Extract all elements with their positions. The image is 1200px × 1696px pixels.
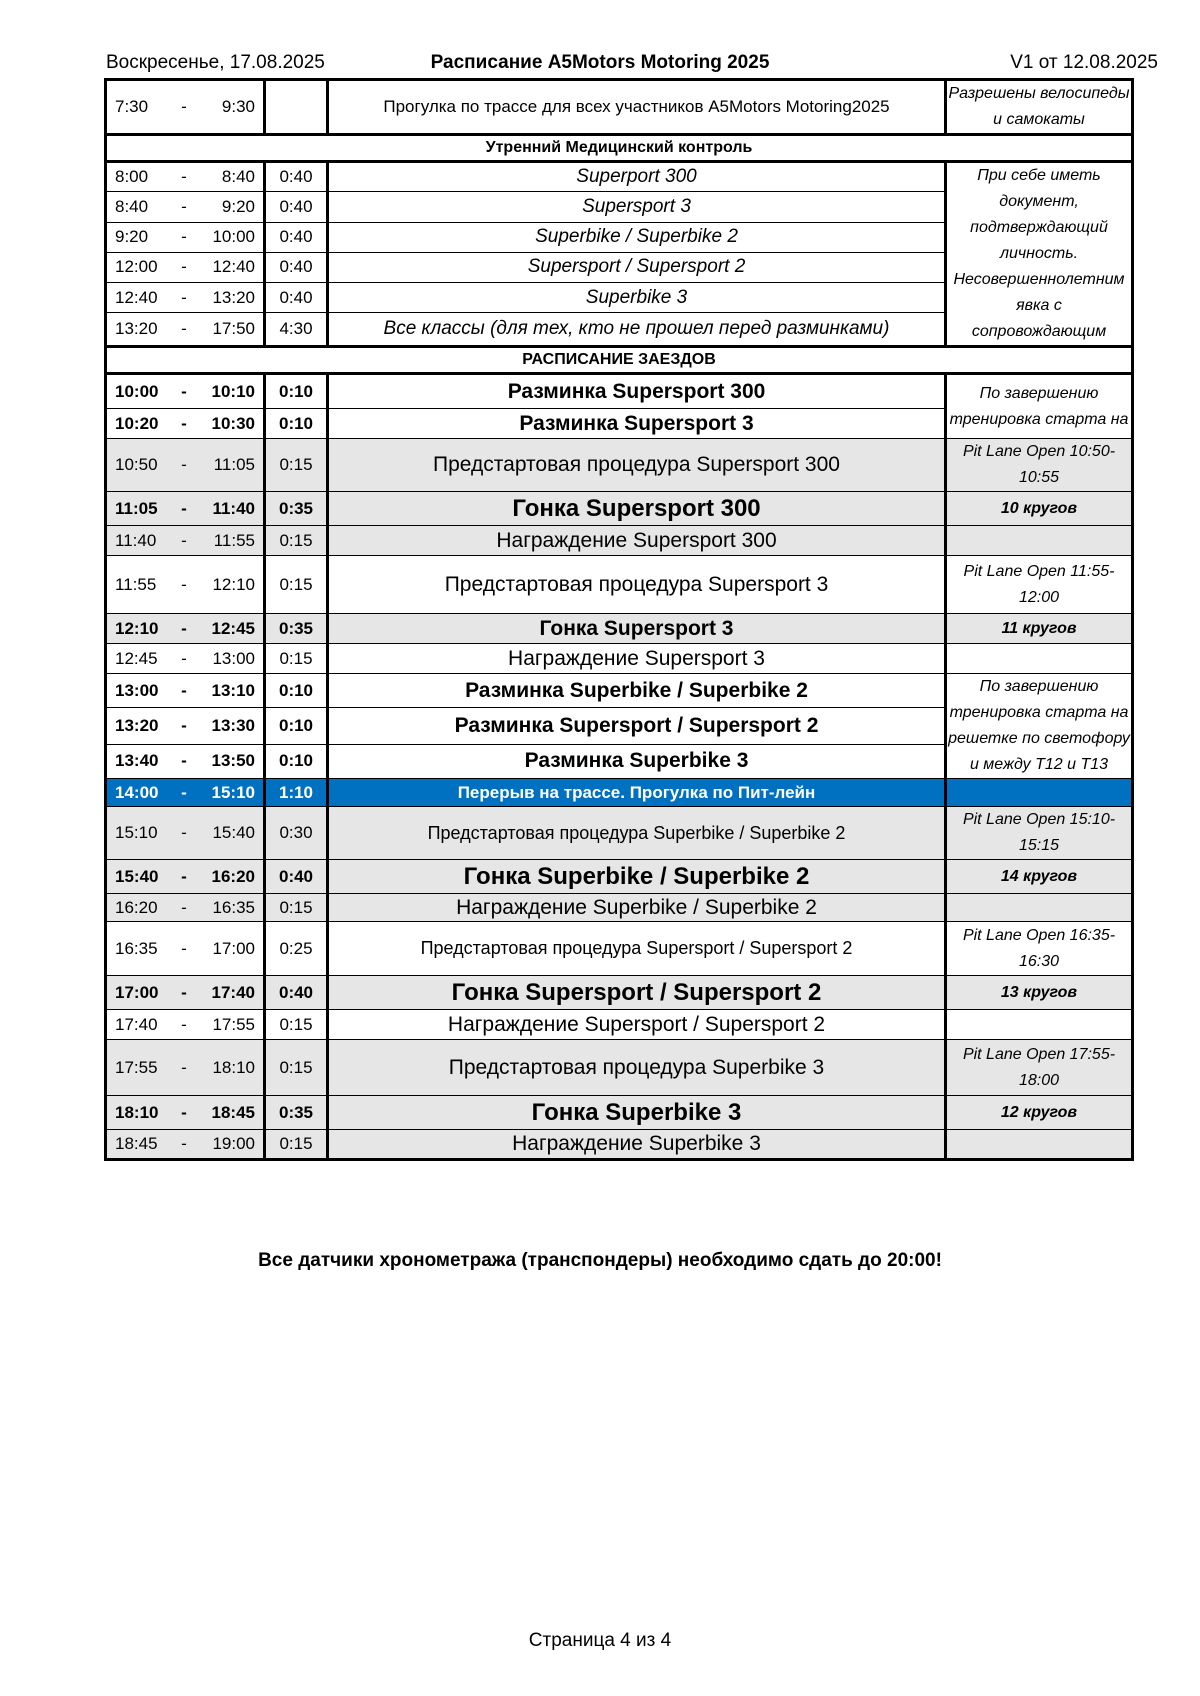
time-dash: -	[175, 222, 193, 252]
start-time: 12:45	[106, 644, 176, 674]
duration: 0:40	[265, 222, 328, 252]
duration: 1:10	[265, 779, 328, 807]
time-dash: -	[175, 614, 193, 644]
start-time: 9:20	[106, 222, 176, 252]
end-time: 10:10	[193, 374, 265, 409]
start-time: 17:00	[106, 976, 176, 1010]
event-name: Награждение Superbike 3	[328, 1130, 946, 1160]
start-time: 11:40	[106, 526, 176, 556]
duration: 0:15	[265, 1040, 328, 1096]
duration: 0:25	[265, 922, 328, 976]
start-time: 8:00	[106, 162, 176, 192]
event-name: Гонка Superbike / Superbike 2	[328, 860, 946, 894]
start-time: 12:10	[106, 614, 176, 644]
start-time: 10:20	[106, 409, 176, 439]
event-name: Гонка Supersport 300	[328, 492, 946, 526]
end-time: 13:30	[193, 708, 265, 745]
schedule-row	[106, 374, 1133, 409]
event-name: Прогулка по трассе для всех участников A5Motors Motoring2025	[328, 80, 946, 135]
section-row	[106, 347, 1133, 374]
start-time: 17:55	[106, 1040, 176, 1096]
note-cell: Pit Lane Open 16:35-16:30	[946, 922, 1133, 976]
start-time: 13:20	[106, 708, 176, 745]
schedule-row	[106, 1096, 1133, 1130]
duration: 0:35	[265, 614, 328, 644]
end-time: 17:00	[193, 922, 265, 976]
start-time: 12:40	[106, 283, 176, 313]
event-name: Предстартовая процедура Supersport 3	[328, 556, 946, 614]
note-cell: 11 кругов	[946, 614, 1133, 644]
end-time: 13:00	[193, 644, 265, 674]
schedule-row	[106, 162, 1133, 192]
duration: 0:30	[265, 807, 328, 860]
note-cell: Pit Lane Open 17:55-18:00	[946, 1040, 1133, 1096]
event-name: Разминка Superbike 3	[328, 744, 946, 778]
start-time: 10:00	[106, 374, 176, 409]
time-dash: -	[175, 860, 193, 894]
time-dash: -	[175, 674, 193, 708]
schedule-row	[106, 80, 1133, 135]
event-name: Superbike 3	[328, 283, 946, 313]
duration: 0:40	[265, 252, 328, 282]
event-name: Все классы (для тех, кто не прошел перед разминками)	[328, 313, 946, 347]
end-time: 12:45	[193, 614, 265, 644]
schedule-row	[106, 807, 1133, 860]
note-cell	[946, 779, 1133, 807]
time-dash: -	[175, 1010, 193, 1040]
schedule-row	[106, 492, 1133, 526]
duration: 4:30	[265, 313, 328, 347]
event-name: Предстартовая процедура Superbike 3	[328, 1040, 946, 1096]
schedule-row	[106, 922, 1133, 976]
end-time: 18:45	[193, 1096, 265, 1130]
duration: 0:15	[265, 644, 328, 674]
end-time: 15:10	[193, 779, 265, 807]
section-row	[106, 135, 1133, 162]
end-time: 17:55	[193, 1010, 265, 1040]
event-name: Гонка Superbike 3	[328, 1096, 946, 1130]
note-cell	[946, 526, 1133, 556]
end-time: 10:00	[193, 222, 265, 252]
time-dash: -	[175, 1130, 193, 1160]
section-title: РАСПИСАНИЕ ЗАЕЗДОВ	[106, 347, 1133, 374]
end-time: 17:50	[193, 313, 265, 347]
time-dash: -	[175, 192, 193, 222]
time-dash: -	[175, 374, 193, 409]
page-number: Страница 4 из 4	[528, 1630, 672, 1651]
note-cell: 14 кругов	[946, 860, 1133, 894]
start-time: 16:20	[106, 894, 176, 922]
note-cell: Pit Lane Open 11:55-12:00	[946, 556, 1133, 614]
end-time: 11:55	[193, 526, 265, 556]
end-time: 19:00	[193, 1130, 265, 1160]
end-time: 16:20	[193, 860, 265, 894]
note-block: По завершению тренировка старта на	[946, 374, 1133, 439]
note-block: При себе иметь документ, подтверждающий личность. Несовершеннолетним явка с сопровождающим	[946, 162, 1133, 347]
event-name: Гонка Supersport 3	[328, 614, 946, 644]
time-dash: -	[175, 80, 193, 135]
event-name: Разминка Supersport 300	[328, 374, 946, 409]
end-time: 13:10	[193, 674, 265, 708]
time-dash: -	[175, 283, 193, 313]
time-dash: -	[175, 976, 193, 1010]
duration	[265, 80, 328, 135]
duration: 0:40	[265, 976, 328, 1010]
start-time: 16:35	[106, 922, 176, 976]
start-time: 10:50	[106, 439, 176, 492]
schedule-row	[106, 894, 1133, 922]
transponder-note: Все датчики хронометража (транспондеры) необходимо сдать до 20:00!	[258, 1250, 942, 1271]
schedule-row	[106, 1010, 1133, 1040]
time-dash: -	[175, 744, 193, 778]
schedule-row	[106, 779, 1133, 807]
start-time: 12:00	[106, 252, 176, 282]
duration: 0:10	[265, 744, 328, 778]
note-cell: Pit Lane Open 10:50-10:55	[946, 439, 1133, 492]
event-name: Разминка Supersport 3	[328, 409, 946, 439]
start-time: 18:45	[106, 1130, 176, 1160]
time-dash: -	[175, 1040, 193, 1096]
version-label: V1 от 12.08.2025	[1010, 52, 1158, 73]
start-time: 14:00	[106, 779, 176, 807]
time-dash: -	[175, 526, 193, 556]
duration: 0:10	[265, 674, 328, 708]
time-dash: -	[175, 162, 193, 192]
event-name: Награждение Supersport 300	[328, 526, 946, 556]
note-cell	[946, 894, 1133, 922]
time-dash: -	[175, 313, 193, 347]
schedule-row	[106, 674, 1133, 708]
schedule-row	[106, 644, 1133, 674]
date-label: Воскресенье, 17.08.2025	[106, 52, 325, 73]
end-time: 17:40	[193, 976, 265, 1010]
duration: 0:15	[265, 894, 328, 922]
start-time: 8:40	[106, 192, 176, 222]
start-time: 13:40	[106, 744, 176, 778]
schedule-row	[106, 860, 1133, 894]
event-name: Награждение Supersport 3	[328, 644, 946, 674]
duration: 0:40	[265, 860, 328, 894]
duration: 0:15	[265, 556, 328, 614]
time-dash: -	[175, 708, 193, 745]
note-cell: 13 кругов	[946, 976, 1133, 1010]
event-name: Гонка Supersport / Supersport 2	[328, 976, 946, 1010]
event-name: Предстартовая процедура Supersport 300	[328, 439, 946, 492]
end-time: 13:50	[193, 744, 265, 778]
end-time: 9:20	[193, 192, 265, 222]
end-time: 12:40	[193, 252, 265, 282]
event-name: Разминка Supersport / Supersport 2	[328, 708, 946, 745]
time-dash: -	[175, 894, 193, 922]
time-dash: -	[175, 922, 193, 976]
schedule-row	[106, 1130, 1133, 1160]
note-cell	[946, 1130, 1133, 1160]
time-dash: -	[175, 556, 193, 614]
note-cell: 10 кругов	[946, 492, 1133, 526]
schedule-row	[106, 976, 1133, 1010]
start-time: 11:55	[106, 556, 176, 614]
event-name: Перерыв на трассе. Прогулка по Пит-лейн	[328, 779, 946, 807]
end-time: 15:40	[193, 807, 265, 860]
event-name: Награждение Superbike / Superbike 2	[328, 894, 946, 922]
duration: 0:15	[265, 526, 328, 556]
note-cell: 12 кругов	[946, 1096, 1133, 1130]
time-dash: -	[175, 1096, 193, 1130]
duration: 0:40	[265, 162, 328, 192]
time-dash: -	[175, 439, 193, 492]
time-dash: -	[175, 644, 193, 674]
schedule-row	[106, 556, 1133, 614]
end-time: 18:10	[193, 1040, 265, 1096]
schedule-table	[104, 78, 1134, 1161]
start-time: 13:00	[106, 674, 176, 708]
time-dash: -	[175, 252, 193, 282]
schedule-row	[106, 439, 1133, 492]
schedule-row	[106, 1040, 1133, 1096]
time-dash: -	[175, 807, 193, 860]
end-time: 8:40	[193, 162, 265, 192]
end-time: 13:20	[193, 283, 265, 313]
time-dash: -	[175, 409, 193, 439]
end-time: 9:30	[193, 80, 265, 135]
event-name: Предстартовая процедура Superbike / Superbike 2	[328, 807, 946, 860]
start-time: 11:05	[106, 492, 176, 526]
note-cell: Разрешены велосипеды и самокаты	[946, 80, 1133, 135]
schedule-row	[106, 614, 1133, 644]
start-time: 13:20	[106, 313, 176, 347]
end-time: 11:40	[193, 492, 265, 526]
start-time: 15:40	[106, 860, 176, 894]
event-name: Разминка Superbike / Superbike 2	[328, 674, 946, 708]
note-cell	[946, 1010, 1133, 1040]
end-time: 10:30	[193, 409, 265, 439]
event-name: Предстартовая процедура Supersport / Supersport 2	[328, 922, 946, 976]
end-time: 11:05	[193, 439, 265, 492]
start-time: 17:40	[106, 1010, 176, 1040]
event-name: Superport 300	[328, 162, 946, 192]
event-name: Награждение Supersport / Supersport 2	[328, 1010, 946, 1040]
event-name: Supersport / Supersport 2	[328, 252, 946, 282]
start-time: 15:10	[106, 807, 176, 860]
duration: 0:15	[265, 439, 328, 492]
duration: 0:15	[265, 1130, 328, 1160]
event-name: Superbike / Superbike 2	[328, 222, 946, 252]
end-time: 16:35	[193, 894, 265, 922]
duration: 0:40	[265, 283, 328, 313]
duration: 0:35	[265, 1096, 328, 1130]
duration: 0:10	[265, 708, 328, 745]
document-title: Расписание A5Motors Motoring 2025	[430, 52, 770, 73]
duration: 0:10	[265, 374, 328, 409]
note-block: По завершению тренировка старта на решетке по светофору и между Т12 и Т13	[946, 674, 1133, 779]
section-title: Утренний Медицинский контроль	[106, 135, 1133, 162]
event-name: Supersport 3	[328, 192, 946, 222]
duration: 0:10	[265, 409, 328, 439]
start-time: 7:30	[106, 80, 176, 135]
duration: 0:40	[265, 192, 328, 222]
note-cell	[946, 644, 1133, 674]
start-time: 18:10	[106, 1096, 176, 1130]
duration: 0:15	[265, 1010, 328, 1040]
schedule-row	[106, 526, 1133, 556]
time-dash: -	[175, 492, 193, 526]
time-dash: -	[175, 779, 193, 807]
note-cell: Pit Lane Open 15:10-15:15	[946, 807, 1133, 860]
end-time: 12:10	[193, 556, 265, 614]
duration: 0:35	[265, 492, 328, 526]
